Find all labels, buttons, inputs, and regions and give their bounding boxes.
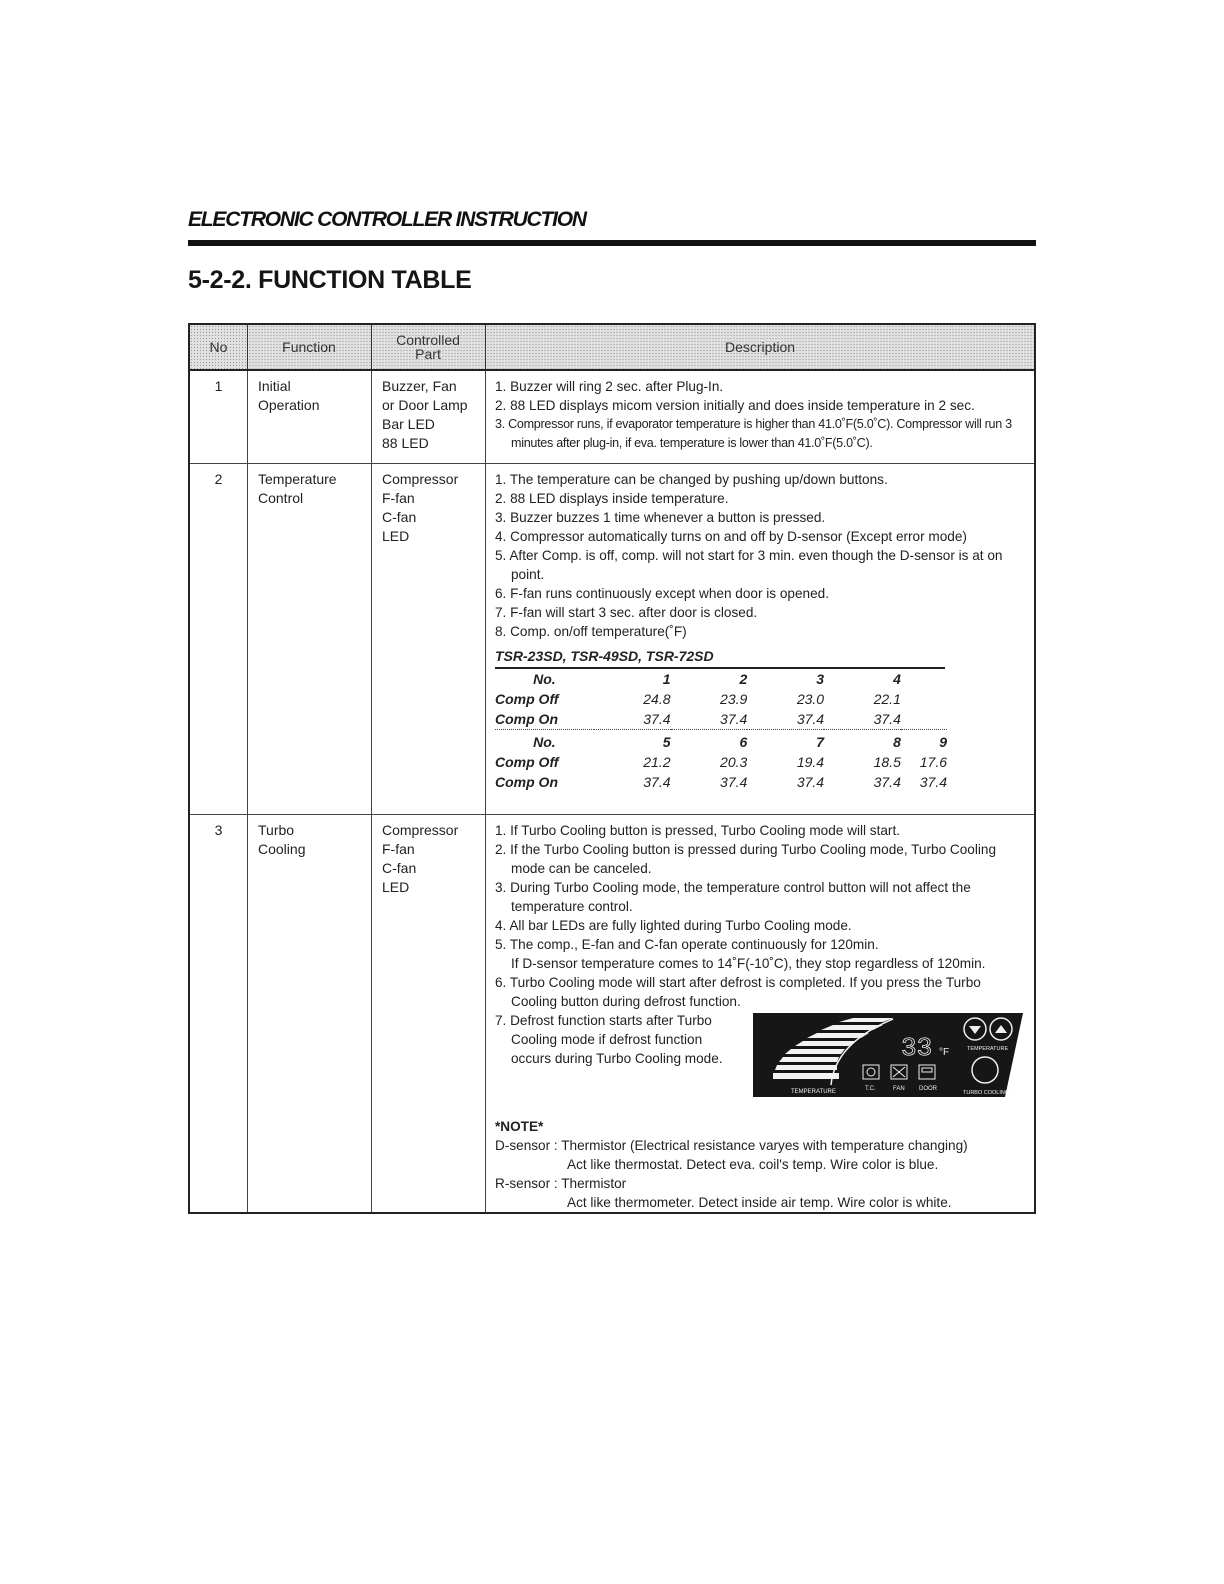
comp-on-value: 37.4	[873, 711, 901, 727]
description-item: If D-sensor temperature comes to 14˚F(-10˚C), they stop regardless of 120min.	[511, 956, 986, 971]
part-item: C-fan	[382, 860, 417, 876]
temp-row-comp-off	[495, 752, 947, 772]
header-rule	[188, 240, 1036, 246]
row-number: 3	[189, 815, 248, 1214]
part-item: Compressor	[382, 471, 459, 487]
comp-off-value: 17.6	[919, 754, 947, 770]
row-number: 2	[189, 464, 248, 815]
comp-on-value: 37.4	[720, 774, 748, 790]
column-header-function: Function	[248, 324, 372, 370]
temp-row-no	[495, 669, 947, 689]
row-number: 1	[189, 370, 248, 464]
comp-off-value: 22.1	[873, 691, 901, 707]
function-cell	[248, 815, 372, 1214]
description-cell	[486, 815, 1036, 1214]
part-item: 88 LED	[382, 435, 429, 451]
column-header-no: No	[189, 324, 248, 370]
part-item: Compressor	[382, 822, 459, 838]
description-item: 6. F-fan runs continuously except when door is opened.	[495, 586, 830, 601]
comp-on-value: 37.4	[643, 774, 671, 790]
note-r-sensor: R-sensor : Thermistor	[495, 1176, 627, 1191]
comp-off-value: 20.3	[720, 754, 748, 770]
page-title: 5-2-2. FUNCTION TABLE	[188, 266, 472, 294]
note-title: *NOTE*	[495, 1119, 544, 1134]
comp-off-value: 24.8	[643, 691, 671, 707]
description-item: 2. 88 LED displays inside temperature.	[495, 491, 729, 506]
description-item: 3. Buzzer buzzes 1 time whenever a button is pressed.	[495, 510, 826, 525]
item7-with-panel	[495, 1011, 1028, 1111]
description-item: 7. F-fan will start 3 sec. after door is closed.	[495, 605, 758, 620]
comp-off-value: 23.9	[720, 691, 748, 707]
temp-label-comp-off: Comp Off	[495, 691, 559, 707]
comp-on-value: 37.4	[643, 711, 671, 727]
temp-no: 1	[662, 671, 671, 687]
description-item: 5. After Comp. is off, comp. will not start for 3 min. even though the D-sensor is at on point.	[495, 548, 1003, 582]
temp-label-comp-off: Comp Off	[495, 754, 559, 770]
model-list: TSR-23SD, TSR-49SD, TSR-72SD	[495, 647, 945, 669]
temperature-buttons-label: TEMPERATURE	[967, 1046, 1009, 1052]
description-item: 2. 88 LED displays micom version initially and does inside temperature in 2 sec.	[495, 398, 975, 413]
temp-no: 2	[739, 671, 748, 687]
temp-no: 9	[939, 734, 947, 750]
part-item: F-fan	[382, 841, 415, 857]
function-line: Initial	[258, 378, 291, 394]
controlled-part-cell	[372, 464, 486, 815]
description-cell	[486, 464, 1036, 815]
door-label: DOOR	[919, 1086, 937, 1092]
table-row	[189, 815, 1035, 1214]
comp-off-value: 21.2	[643, 754, 671, 770]
description-item: 1. The temperature can be changed by pushing up/down buttons.	[495, 472, 888, 487]
column-header-controlled-part: Controlled Part	[372, 324, 486, 370]
temp-no: 3	[816, 671, 825, 687]
function-line: Control	[258, 490, 304, 506]
function-cell	[248, 464, 372, 815]
temp-row-comp-on	[495, 709, 947, 730]
description-item: 4. All bar LEDs are fully lighted during Turbo Cooling mode.	[495, 918, 852, 933]
description-item: 1. Buzzer will ring 2 sec. after Plug-In.	[495, 379, 724, 394]
table-row	[189, 370, 1035, 464]
description-item: 5. The comp., E-fan and C-fan operate continuously for 120min.	[495, 937, 879, 952]
comp-on-value: 37.4	[873, 774, 901, 790]
controlled-part-cell	[372, 815, 486, 1214]
panel-background	[753, 1013, 1023, 1097]
comp-on-value: 37.4	[796, 774, 825, 790]
note-d-sensor: D-sensor : Thermistor (Electrical resistance varyes with temperature changing)	[495, 1138, 968, 1153]
note-r-sensor-detail: Act like thermometer. Detect inside air temp. Wire color is white.	[567, 1195, 952, 1210]
tc-label: T.C.	[865, 1086, 876, 1092]
note-d-sensor-detail: Act like thermostat. Detect eva. coil's temp. Wire color is blue.	[567, 1157, 939, 1172]
function-cell	[248, 370, 372, 464]
part-item: C-fan	[382, 509, 417, 525]
function-line: Temperature	[258, 471, 337, 487]
comp-on-value: 37.4	[796, 711, 825, 727]
temp-no: 4	[893, 671, 901, 687]
table-row	[189, 464, 1035, 815]
part-item: or Door Lamp	[382, 397, 468, 413]
temperature-bar-label: TEMPERATURE	[791, 1089, 836, 1095]
temp-no: 8	[893, 734, 901, 750]
temp-no: 7	[816, 734, 825, 750]
temp-row-comp-on	[495, 772, 947, 792]
function-line: Operation	[258, 397, 320, 413]
control-panel-illustration	[753, 1013, 1023, 1097]
fan-label: FAN	[893, 1086, 905, 1092]
description-item: 4. Compressor automatically turns on and off by D-sensor (Except error mode)	[495, 529, 967, 544]
function-table	[188, 323, 1036, 1214]
comp-off-value: 18.5	[873, 754, 901, 770]
temp-label-no: No.	[533, 671, 556, 687]
part-item: Bar LED	[382, 416, 435, 432]
description-item: 6. Turbo Cooling mode will start after defrost is completed. If you press the Turbo Cooling button during defrost function.	[495, 975, 981, 1009]
temp-row-no	[495, 732, 947, 752]
description-item: 7. Defrost function starts after Turbo Cooling mode if defrost function occurs during Turbo Cooling mode.	[495, 1013, 723, 1066]
table-header-row	[189, 324, 1035, 370]
function-line: Cooling	[258, 841, 306, 857]
part-item: Buzzer, Fan	[382, 378, 457, 394]
description-item: 8. Comp. on/off temperature(˚F)	[495, 624, 687, 639]
column-header-description: Description	[486, 324, 1036, 370]
temp-label-no: No.	[533, 734, 556, 750]
led-display: 33	[901, 1033, 933, 1063]
unit-label: °F	[939, 1047, 950, 1058]
section-header: ELECTRONIC CONTROLLER INSTRUCTION	[188, 208, 586, 231]
function-line: Turbo	[258, 822, 295, 838]
description-cell	[486, 370, 1036, 464]
note-block	[495, 1117, 1028, 1212]
comp-off-value: 23.0	[796, 691, 825, 707]
part-item: F-fan	[382, 490, 415, 506]
part-item: LED	[382, 879, 410, 895]
part-item: LED	[382, 528, 410, 544]
description-item: 3. During Turbo Cooling mode, the temperature control button will not affect the temperature control.	[495, 880, 971, 914]
temp-no: 6	[739, 734, 748, 750]
controlled-part-cell	[372, 370, 486, 464]
description-item: 2. If the Turbo Cooling button is pressed during Turbo Cooling mode, Turbo Cooling mode can be canceled.	[495, 842, 997, 876]
comp-off-value: 19.4	[796, 754, 825, 770]
description-item: 3. Compressor runs, if evaporator temperature is higher than 41.0˚F(5.0˚C). Compressor will run 3 minutes after plug-in, if eva. temperature is lower than 41.0˚F(5.0˚C).	[495, 417, 1012, 450]
temp-row-comp-off	[495, 689, 947, 709]
comp-temperature-table	[495, 669, 947, 792]
comp-on-value: 37.4	[919, 774, 947, 790]
turbo-cooling-label: TURBO COOLING	[963, 1090, 1010, 1096]
temp-no: 5	[662, 734, 671, 750]
temp-label-comp-on: Comp On	[495, 774, 558, 790]
description-item: 1. If Turbo Cooling button is pressed, Turbo Cooling mode will start.	[495, 823, 900, 838]
comp-on-value: 37.4	[720, 711, 748, 727]
temp-label-comp-on: Comp On	[495, 711, 558, 727]
